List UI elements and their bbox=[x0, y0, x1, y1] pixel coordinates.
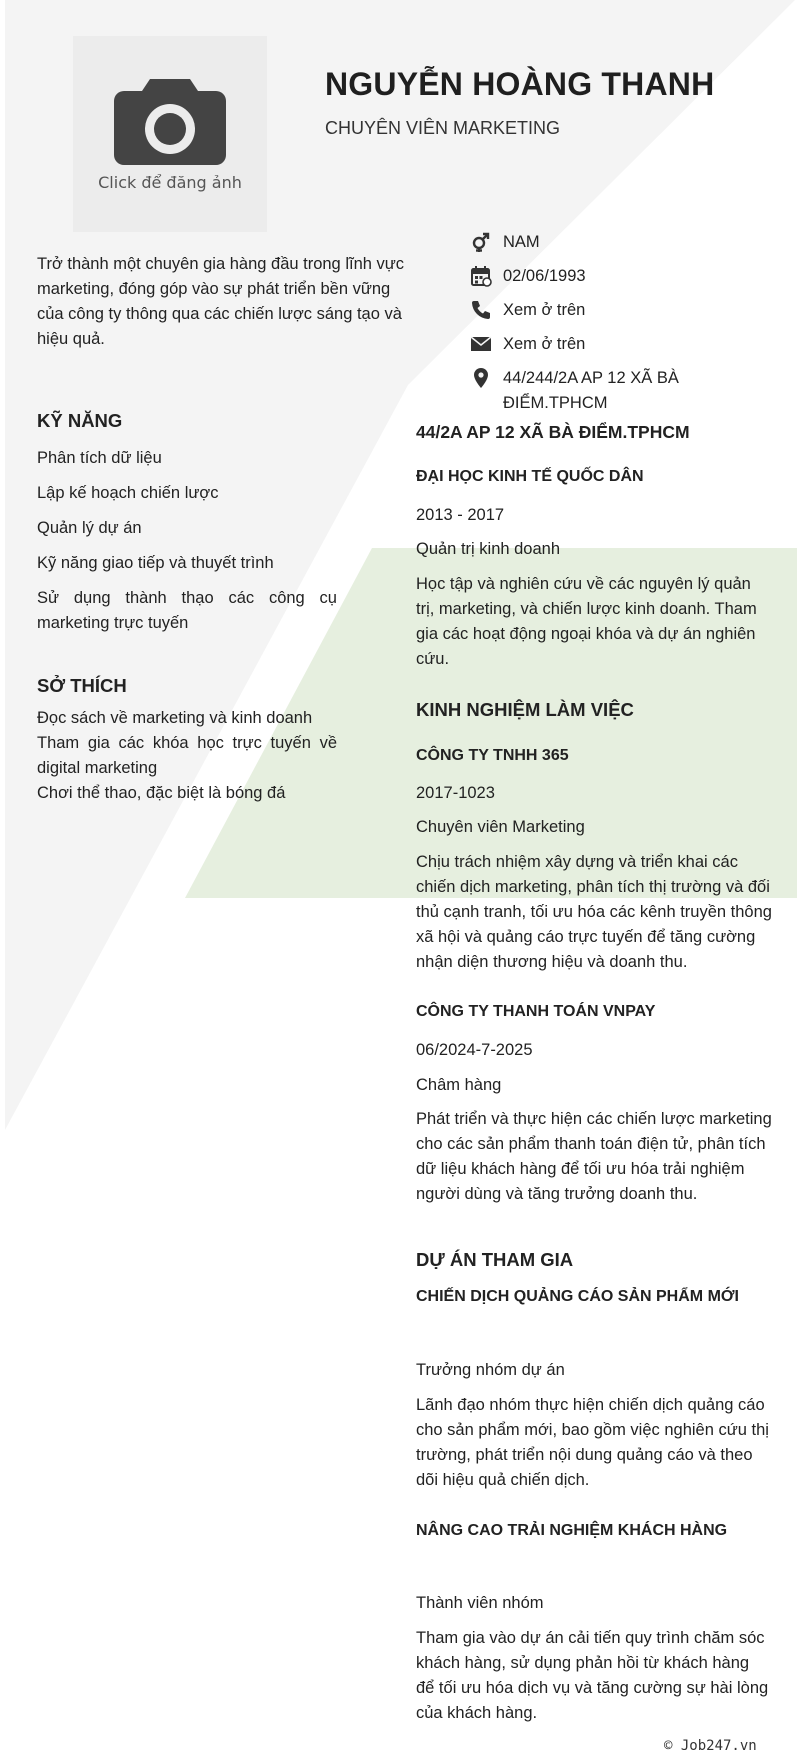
projects-heading: DỰ ÁN THAM GIA bbox=[416, 1249, 574, 1270]
skill-item: Lập kế hoạch chiến lược bbox=[37, 484, 219, 502]
job-company: CÔNG TY TNHH 365 bbox=[416, 747, 569, 764]
project-name: NÂNG CAO TRẢI NGHIỆM KHÁCH HÀNG bbox=[416, 1522, 728, 1539]
hobbies-heading: SỞ THÍCH bbox=[37, 675, 127, 696]
skill-item: Phân tích dữ liệu bbox=[37, 449, 162, 467]
hobby-item: Đọc sách về marketing và kinh doanh bbox=[37, 709, 313, 727]
address-heading: 44/2A AP 12 XÃ BÀ ĐIỂM.TPHCM bbox=[416, 422, 690, 442]
education-school: ĐẠI HỌC KINH TẾ QUỐC DÂN bbox=[416, 468, 644, 485]
calendar-icon bbox=[470, 265, 492, 287]
camera-icon bbox=[112, 77, 228, 167]
hobby-item: Chơi thể thao, đặc biệt là bóng đá bbox=[37, 784, 286, 802]
job-company: CÔNG TY THANH TOÁN VNPAY bbox=[416, 1003, 656, 1020]
hobbies-section bbox=[37, 675, 337, 806]
email-icon bbox=[470, 333, 492, 355]
job-period: 06/2024-7-2025 bbox=[416, 1041, 533, 1059]
job-position: Chuyên viên Marketing bbox=[416, 818, 585, 836]
footer-watermark: © Job247.vn bbox=[664, 1738, 757, 1754]
candidate-name: NGUYỄN HOÀNG THANH bbox=[325, 66, 715, 102]
skills-section bbox=[37, 410, 337, 646]
career-objective: Trở thành một chuyên gia hàng đầu trong lĩnh vực marketing, đóng góp vào sự phát triển bền vững của công ty thông qua các chiến lược sáng tạo và hiệu quả. bbox=[37, 255, 405, 348]
location-pin-icon bbox=[470, 367, 492, 389]
job-description: Phát triển và thực hiện các chiến lược marketing cho các sản phẩm thanh toán điện tử, phân tích dữ liệu khách hàng để tối ưu hóa trải nghiệm người dùng và tăng trưởng doanh thu. bbox=[416, 1110, 772, 1203]
contact-phone bbox=[470, 298, 770, 323]
skills-heading: KỸ NĂNG bbox=[37, 410, 123, 431]
gender-icon bbox=[470, 231, 492, 253]
education-major: Quản trị kinh doanh bbox=[416, 540, 561, 558]
skill-item: Quản lý dự án bbox=[37, 519, 142, 537]
address-value: 44/244/2A AP 12 XÃ BÀ ĐIỂM.TPHCM bbox=[503, 369, 679, 412]
education-period: 2013 - 2017 bbox=[416, 506, 505, 524]
contact-address bbox=[470, 366, 770, 416]
photo-upload-label: Click để đăng ảnh bbox=[98, 172, 242, 192]
contact-birthday bbox=[470, 264, 770, 289]
project-description: Tham gia vào dự án cải tiến quy trình chăm sóc khách hàng, sử dụng phản hồi từ khách hàng để tối ưu hóa dịch vụ và tăng cường sự hài lòng của khách hàng. bbox=[416, 1629, 769, 1722]
photo-upload[interactable] bbox=[73, 36, 267, 232]
project-name: CHIẾN DỊCH QUẢNG CÁO SẢN PHẨM MỚI bbox=[416, 1288, 739, 1305]
project-role: Thành viên nhóm bbox=[416, 1594, 544, 1612]
birthday-value: 02/06/1993 bbox=[503, 267, 586, 285]
hobby-item: Tham gia các khóa học trực tuyến về digital marketing bbox=[37, 734, 337, 777]
job-period: 2017-1023 bbox=[416, 784, 495, 802]
project-role: Trưởng nhóm dự án bbox=[416, 1361, 565, 1379]
gender-value: NAM bbox=[503, 233, 540, 251]
job-title: CHUYÊN VIÊN MARKETING bbox=[325, 118, 561, 138]
job-position: Châm hàng bbox=[416, 1076, 502, 1094]
experience-heading: KINH NGHIỆM LÀM VIỆC bbox=[416, 699, 634, 720]
phone-icon bbox=[470, 299, 492, 321]
contact-info bbox=[470, 230, 770, 425]
email-value: Xem ở trên bbox=[503, 335, 586, 353]
skill-item: Sử dụng thành thạo các công cụ marketing trực tuyến bbox=[37, 589, 337, 632]
phone-value: Xem ở trên bbox=[503, 301, 586, 319]
project-description: Lãnh đạo nhóm thực hiện chiến dịch quảng cáo cho sản phẩm mới, bao gồm việc nghiên cứu thị trường, phát triển nội dung quảng cáo và theo dõi hiệu quả chiến dịch. bbox=[416, 1396, 769, 1489]
skill-item: Kỹ năng giao tiếp và thuyết trình bbox=[37, 554, 274, 572]
education-description: Học tập và nghiên cứu về các nguyên lý quản trị, marketing, và chiến lược kinh doanh. Tham gia các hoạt động ngoại khóa và dự án nghiên cứu. bbox=[416, 575, 757, 668]
contact-email bbox=[470, 332, 770, 357]
contact-gender bbox=[470, 230, 770, 255]
job-description: Chịu trách nhiệm xây dựng và triển khai các chiến dịch marketing, phân tích thị trường và đối thủ cạnh tranh, tối ưu hóa các kênh truyền thông xã hội và quảng cáo trực tuyến để tăng cường nhận diện thương hiệu và doanh thu. bbox=[416, 853, 772, 971]
